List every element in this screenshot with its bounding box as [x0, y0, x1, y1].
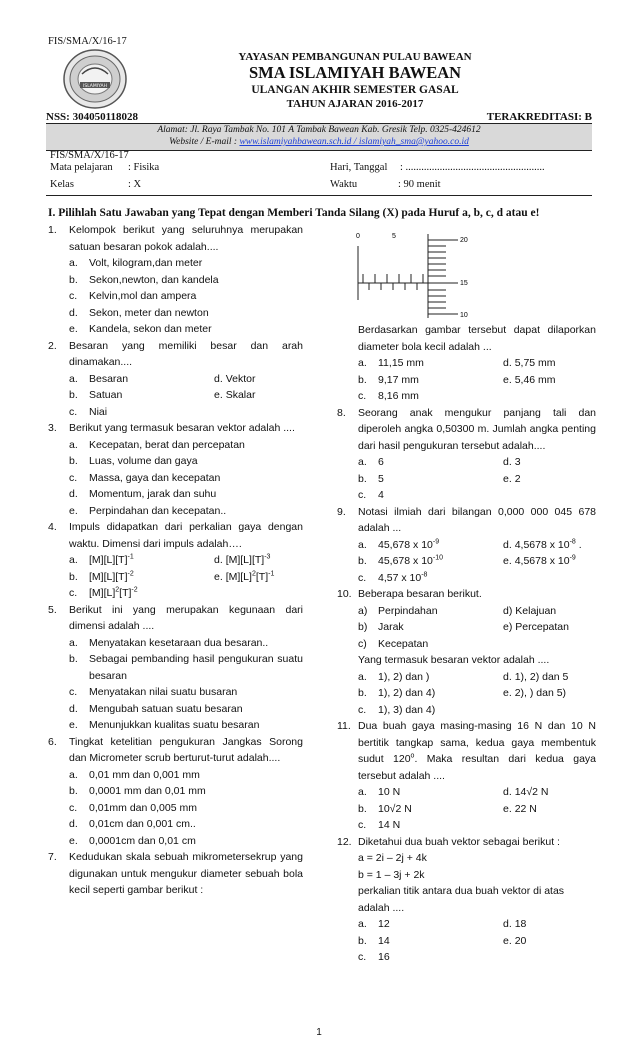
option-c[interactable]: c. Niai [69, 405, 108, 418]
option-a[interactable]: a. 45,678 x $10^{-9}$ [358, 538, 440, 551]
question-1 [48, 222, 303, 338]
class-value: : X [128, 179, 142, 190]
question-text: Beberapa besaran berikut. [358, 588, 482, 600]
option-c[interactable]: c. Massa, gaya dan kecepatan [69, 471, 221, 484]
question-text: Berikut ini yang merupakan kegunaan dari dimensi adalah .... [69, 603, 303, 632]
option-e[interactable]: e. $[M][L]^2[T]^{-1}$ [214, 570, 275, 583]
school-name: SMA ISLAMIYAH BAWEAN [248, 63, 462, 82]
question-text: Dua buah gaya masing-masing 16 N dan 10 N bertitik tangkap sama, kedua gaya membentuk sudut 120$^o$. Maka resultan dari kedua gaya tersebut adalah .... [358, 720, 596, 782]
question-7-continued [337, 322, 596, 405]
option-b[interactable]: b. 1), 2) dan 4) [358, 687, 436, 699]
option-a[interactable]: a. 6 [358, 456, 384, 468]
website-label: Website / E-mail : [169, 137, 240, 147]
option-e[interactable]: e. 20 [503, 934, 527, 947]
question-number: 10. [337, 588, 352, 600]
option-d[interactable]: d. Vektor [214, 372, 256, 385]
option-e[interactable]: e. 0,0001cm dan 0,01 cm [69, 834, 196, 847]
option-e[interactable]: e. 2), ) dan 5) [503, 687, 567, 699]
scale-label-20: 20 [460, 237, 468, 244]
left-column [48, 222, 303, 899]
option-d[interactable]: d. Momentum, jarak dan suhu [69, 488, 217, 500]
item-3: c) Kecepatan [358, 637, 429, 650]
question-number: 1. [48, 224, 57, 236]
option-d[interactable]: d. Mengubah satuan suatu besaran [69, 702, 243, 715]
school-logo [62, 48, 128, 110]
address-box [46, 123, 592, 151]
question-number: 11. [337, 720, 351, 732]
option-d[interactable]: d. $[M][L][T]^{-3}$ [214, 553, 271, 566]
option-a[interactable]: a. 11,15 mm [358, 357, 424, 369]
question-text: Seorang anak mengukur panjang tali dan diperoleh angka 0,50300 m. Jumlah angka penting dari hasil pengukuran tersebut adalah.... [358, 406, 596, 452]
option-a[interactable]: a. 12 [358, 918, 390, 930]
website-line [46, 137, 592, 147]
class-label: Kelas [50, 179, 74, 190]
option-b[interactable]: b. Luas, volume dan gaya [69, 455, 198, 467]
question-number: 7. [48, 851, 57, 863]
question-text: Impuls didapatkan dari perkalian gaya dengan waktu. Dimensi dari impuls adalah…. [69, 521, 303, 550]
scale-label-15: 15 [460, 280, 468, 287]
option-a[interactable]: a. $[M][L][T]^{-1}$ [69, 553, 134, 566]
option-d[interactable]: d. 18 [503, 918, 527, 930]
exam-title: ULANGAN AKHIR SEMESTER GASAL [251, 84, 459, 96]
question-4 [48, 519, 303, 602]
question-text: Notasi ilmiah dari bilangan 0,000 000 045 678 adalah ... [358, 505, 596, 534]
option-b[interactable]: b. Sekon,newton, dan kandela [69, 273, 219, 286]
exam-info [46, 149, 592, 196]
page-number: 1 [316, 1027, 322, 1038]
option-b[interactable]: b. 10√2 N [358, 802, 412, 815]
option-e[interactable]: e. 2 [503, 472, 521, 485]
item-5: e) Percepatan [503, 621, 569, 633]
option-b[interactable]: b. 0,0001 mm dan 0,01 mm [69, 785, 206, 797]
option-c[interactable]: c. $[M][L]^2[T]^{-2}$ [69, 586, 138, 599]
subject-value: : Fisika [128, 162, 160, 173]
option-d[interactable]: d. Sekon, meter dan newton [69, 306, 209, 319]
question-text: Kedudukan skala sebuah mikrometersekrup yang digunakan untuk mengukur diameter sebuah bola kecil seperti gambar berikut : [69, 851, 303, 896]
website-link[interactable]: www.islamiyahbawean.sch.id / islamiyah_sma@yahoo.co.id [239, 137, 469, 147]
micrometer-figure [350, 228, 475, 320]
option-c[interactable]: c. 1), 3) dan 4) [358, 703, 436, 716]
question-9 [337, 504, 596, 587]
question-number: 3. [48, 422, 57, 434]
option-e[interactable]: e. Kandela, sekon dan meter [69, 323, 212, 335]
option-a[interactable]: a. 0,01 mm dan 0,001 mm [69, 768, 200, 781]
option-e[interactable]: e. Menunjukkan kualitas suatu besaran [69, 719, 260, 731]
question-2 [48, 338, 303, 421]
vector-a: a = 2i – 2j + 4k [358, 852, 427, 864]
date-label: Hari, Tanggal [330, 162, 388, 173]
scale-label-0: 0 [356, 233, 360, 240]
scale-label-5: 5 [392, 233, 396, 240]
question-10 [337, 586, 596, 718]
question-text: Kelompok berikut yang seluruhnya merupakan satuan besaran pokok adalah.... [69, 224, 303, 253]
option-c[interactable]: c. 0,01mm dan 0,005 mm [69, 801, 197, 814]
option-b[interactable]: b. 45,678 x $10^{-10}$ [358, 554, 444, 567]
option-c[interactable]: c. 4 [358, 489, 384, 501]
option-e[interactable]: e. 4,5678 x $10^{-9}$ [503, 554, 576, 567]
option-a[interactable]: a. Volt, kilogram,dan meter [69, 257, 203, 269]
scale-label-10: 10 [460, 312, 468, 319]
question-text: Berdasarkan gambar tersebut dapat dilaporkan diameter bola kecil adalah ... [358, 324, 596, 353]
time-value: : 90 menit [398, 179, 441, 190]
academic-year: TAHUN AJARAN 2016-2017 [286, 98, 424, 110]
subject-label: Mata pelajaran [50, 162, 113, 173]
option-c[interactable]: c. 8,16 mm [358, 390, 419, 402]
option-d[interactable]: d. 1), 2) dan 5 [503, 670, 569, 683]
vector-b: b = 1 – 3j + 2k [358, 868, 425, 881]
svg-text:ISLAMIYAH: ISLAMIYAH [83, 84, 107, 89]
question-12 [337, 834, 596, 966]
option-c[interactable]: c. 16 [358, 951, 390, 963]
question-11 [337, 718, 596, 834]
option-b[interactable]: b. 9,17 mm [358, 373, 419, 386]
option-c[interactable]: c. 14 N [358, 819, 401, 831]
question-6 [48, 734, 303, 850]
question-number: 2. [48, 339, 57, 352]
option-b[interactable]: b. 14 [358, 934, 390, 947]
question-7 [48, 849, 303, 899]
option-d[interactable]: d. 3 [503, 456, 521, 468]
document-code: FIS/SMA/X/16-17 [48, 36, 127, 47]
option-e[interactable]: e. Skalar [214, 389, 256, 401]
option-a[interactable]: a. Menyatakan kesetaraan dua besaran.. [69, 636, 269, 649]
option-c[interactable]: c. 4,57 x $10^{-8}$ [358, 571, 428, 584]
option-d[interactable]: d. 4,5678 x $10^{-8}$ . [503, 538, 582, 551]
option-b[interactable]: b. 5 [358, 472, 384, 485]
question-number: 12. [337, 835, 352, 848]
question-text: Berikut yang termasuk besaran vektor adalah .... [69, 422, 295, 434]
date-value: : ..................................................... [400, 162, 545, 173]
option-e[interactable]: e. Perpindahan dan kecepatan.. [69, 504, 227, 517]
item-4: d) Kelajuan [503, 604, 557, 617]
option-a[interactable]: a. Kecepatan, berat dan percepatan [69, 438, 245, 451]
time-label: Waktu [330, 179, 358, 190]
option-a[interactable]: a. 10 N [358, 786, 401, 798]
question-8 [337, 405, 596, 504]
item-1: a) Perpindahan [358, 604, 438, 617]
accreditation: TERAKREDITASI: B [486, 111, 592, 123]
option-b[interactable]: b. $[M][L][T]^{-2}$ [69, 570, 134, 583]
option-a[interactable]: a. 1), 2) dan ) [358, 670, 430, 683]
question-text: Diketahui dua buah vektor sebagai berikut : [358, 835, 560, 848]
question-number: 9. [337, 505, 346, 518]
right-column [337, 322, 596, 966]
option-d[interactable]: d. 0,01cm dan 0,001 cm.. [69, 818, 196, 830]
nss-number: NSS: 304050118028 [46, 111, 138, 123]
foundation-name: YAYASAN PEMBANGUNAN PULAU BAWEAN [238, 51, 472, 63]
option-b[interactable]: b. Satuan [69, 389, 123, 401]
school-address: Alamat: Jl. Raya Tambak No. 101 A Tambak Bawean Kab. Gresik Telp. 0325-424612 [157, 125, 481, 135]
question-number: 4. [48, 521, 57, 533]
option-e[interactable]: e. 5,46 mm [503, 373, 556, 386]
question-number: 8. [337, 406, 346, 419]
option-a[interactable]: a. Besaran [69, 372, 129, 385]
option-b[interactable]: b. Sebagai pembanding hasil pengukuran suatu besaran [69, 653, 303, 682]
question-subtext: Yang termasuk besaran vektor adalah .... [358, 654, 550, 666]
question-text: Besaran yang memiliki besar dan arah dinamakan.... [69, 339, 303, 368]
question-5 [48, 602, 303, 734]
question-number: 5. [48, 603, 57, 616]
section-title: I. Pilihlah Satu Jawaban yang Tepat dengan Memberi Tanda Silang (X) pada Huruf a, b, c, d atau e! [48, 207, 540, 219]
option-d[interactable]: d. 14√2 N [503, 786, 549, 798]
option-e[interactable]: e. 22 N [503, 802, 537, 815]
item-2: b) Jarak [358, 621, 404, 633]
question-number: 6. [48, 735, 57, 748]
info-code: FIS/SMA/X/16-17 [50, 150, 129, 161]
question-3 [48, 420, 303, 519]
option-c[interactable]: c. Kelvin,mol dan ampera [69, 290, 197, 302]
option-d[interactable]: d. 5,75 mm [503, 357, 556, 369]
question-subtext: perkalian titik antara dua buah vektor di atas adalah .... [358, 885, 565, 914]
option-c[interactable]: c. Menyatakan nilai suatu busaran [69, 686, 238, 698]
question-text: Tingkat ketelitian pengukuran Jangkas Sorong dan Micrometer scrub berturut-turut adalah.... [69, 735, 303, 764]
